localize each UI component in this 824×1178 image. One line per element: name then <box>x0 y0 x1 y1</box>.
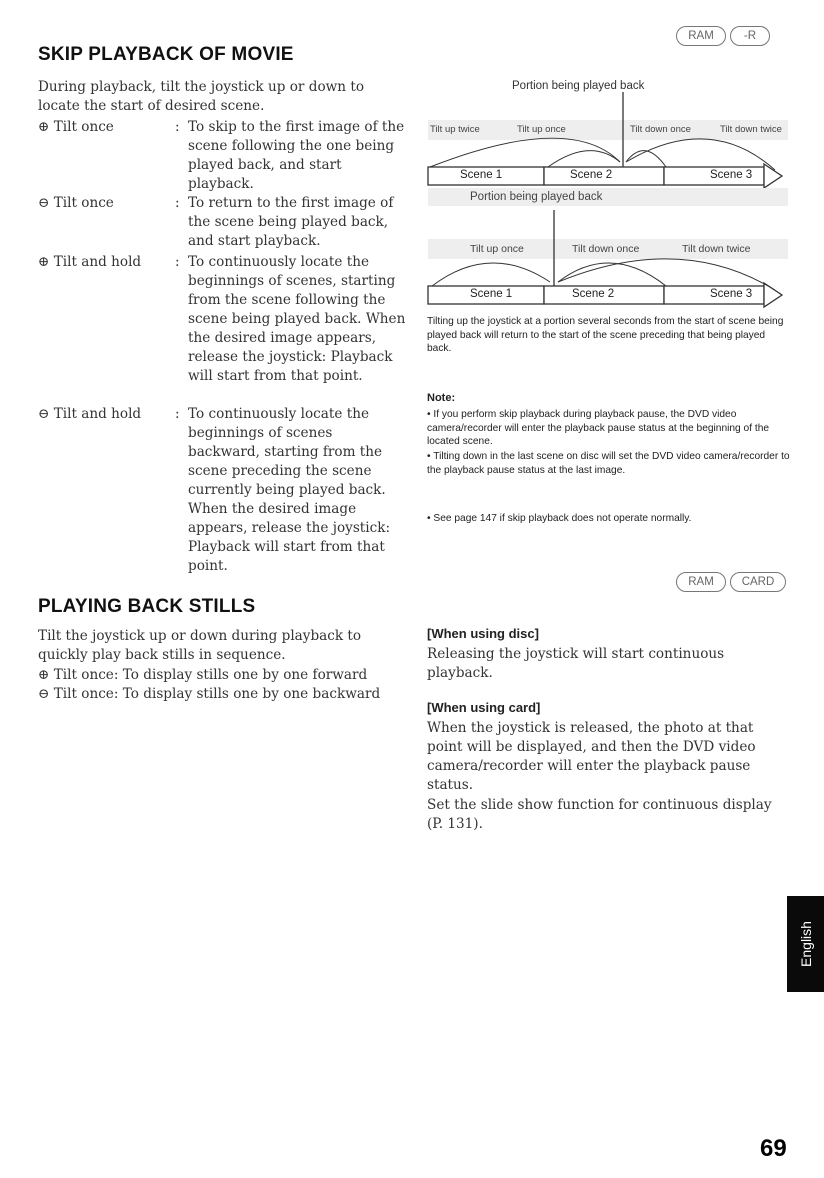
row1-scene-label: Scene 3 <box>710 169 753 181</box>
skip-playback-intro: During playback, tilt the joystick up or down to locate the start of desired scene. <box>38 79 364 114</box>
card-badge: CARD <box>730 572 786 592</box>
option-desc: To continuously locate the beginnings of scenes, starting from the scene following the scene being played back. When the desired image appears, release the joystick: Playback will start from that point. <box>188 254 406 384</box>
stills-forward-line: ⊕ Tilt once: To display stills one by one forward <box>38 667 368 683</box>
row2-scene-label: Scene 2 <box>572 288 615 300</box>
card-text-slide-show: Set the slide show function for continuous display (P. 131). <box>427 797 772 832</box>
page-number: 69 <box>760 1135 787 1162</box>
option-tilt-hold-forward: ⊕ Tilt and hold : To continuously locate the beginnings of scenes, starting from the scene following the scene being played back. When the desired image appears, release the joystick: Playback will start from that point. <box>38 253 408 413</box>
disc-text: Releasing the joystick will start continuous playback. <box>427 646 725 681</box>
language-side-tab <box>787 896 824 992</box>
note-item: • Tilting down in the last scene on disc will set the DVD video camera/recorder to the playback pause status at the last image. <box>427 451 790 476</box>
section-title-playing-stills: PLAYING BACK STILLS <box>38 596 256 617</box>
option-desc: To continuously locate the beginnings of scenes backward, starting from the scene preceding the scene currently being played back. When the desired image appears, release the joystick: Playback will start from that point. <box>188 406 391 574</box>
row2-tilt-label: Tilt down twice <box>682 243 751 255</box>
card-heading: [When using card] <box>427 700 541 715</box>
card-text: When the joystick is released, the photo at that point will be displayed, and then the DVD video camera/recorder will enter the playback pause status. <box>427 720 756 793</box>
option-label: ⊖ Tilt and hold <box>38 406 142 422</box>
disc-heading: [When using disc] <box>427 626 539 641</box>
disc-badge-r: -R <box>730 26 770 46</box>
disc-badge-ram: RAM <box>676 26 726 46</box>
option-label: ⊕ Tilt once <box>38 119 114 135</box>
option-desc: To return to the first image of the scene being played back, and start playback. <box>188 195 394 249</box>
stills-backward-line: ⊖ Tilt once: To display stills one by one backward <box>38 686 381 702</box>
row2-scene-label: Scene 3 <box>710 288 753 300</box>
option-tilt-once-backward: ⊖ Tilt once : To return to the first image of the scene being played back, and start playback. <box>38 194 408 274</box>
note-item: • See page 147 if skip playback does not operate normally. <box>427 513 692 524</box>
language-side-tab-label: English <box>797 921 814 967</box>
stills-intro: Tilt the joystick up or down during playback to quickly play back stills in sequence. <box>38 628 362 663</box>
note-item: • If you perform skip playback during playback pause, the DVD video camera/recorder will enter the playback pause status at the beginning of the located scene. <box>427 409 770 447</box>
row2-tilt-label: Tilt down once <box>572 243 640 255</box>
row1-tilt-label: Tilt up once <box>517 124 566 135</box>
option-desc: To skip to the first image of the scene following the one being played back, and start playback. <box>188 119 405 192</box>
section-title-skip-playback: SKIP PLAYBACK OF MOVIE <box>38 44 294 65</box>
note-title: Note: <box>427 392 456 404</box>
row1-tilt-label: Tilt down once <box>630 124 691 135</box>
option-tilt-once-forward: ⊕ Tilt once : To skip to the first image of the scene following the one being played back, and start playback. <box>38 118 408 198</box>
option-tilt-hold-backward: ⊖ Tilt and hold : To continuously locate the beginnings of scenes backward, starting from the scene preceding the scene currently being played back. When the desired image appears, release the joystick: Playback will start from that point. <box>38 405 408 575</box>
row1-tilt-label: Tilt up twice <box>430 124 480 135</box>
diagram-caption-mid: Portion being played back <box>470 191 603 203</box>
option-label: ⊖ Tilt once <box>38 195 114 211</box>
row1-scene-label: Scene 1 <box>460 169 503 181</box>
row2-tilt-label: Tilt up once <box>470 243 524 255</box>
row1-tilt-label: Tilt down twice <box>720 124 782 135</box>
row2-scene-label: Scene 1 <box>470 288 513 300</box>
disc-badge-ram: RAM <box>676 572 726 592</box>
row1-scene-label: Scene 2 <box>570 169 613 181</box>
option-label: ⊕ Tilt and hold <box>38 254 142 270</box>
diagram-caption-top: Portion being played back <box>512 80 645 92</box>
diagram-footnote: Tilting up the joystick at a portion several seconds from the start of scene being played back will return to the start of the scene preceding that being played back. <box>427 316 784 354</box>
